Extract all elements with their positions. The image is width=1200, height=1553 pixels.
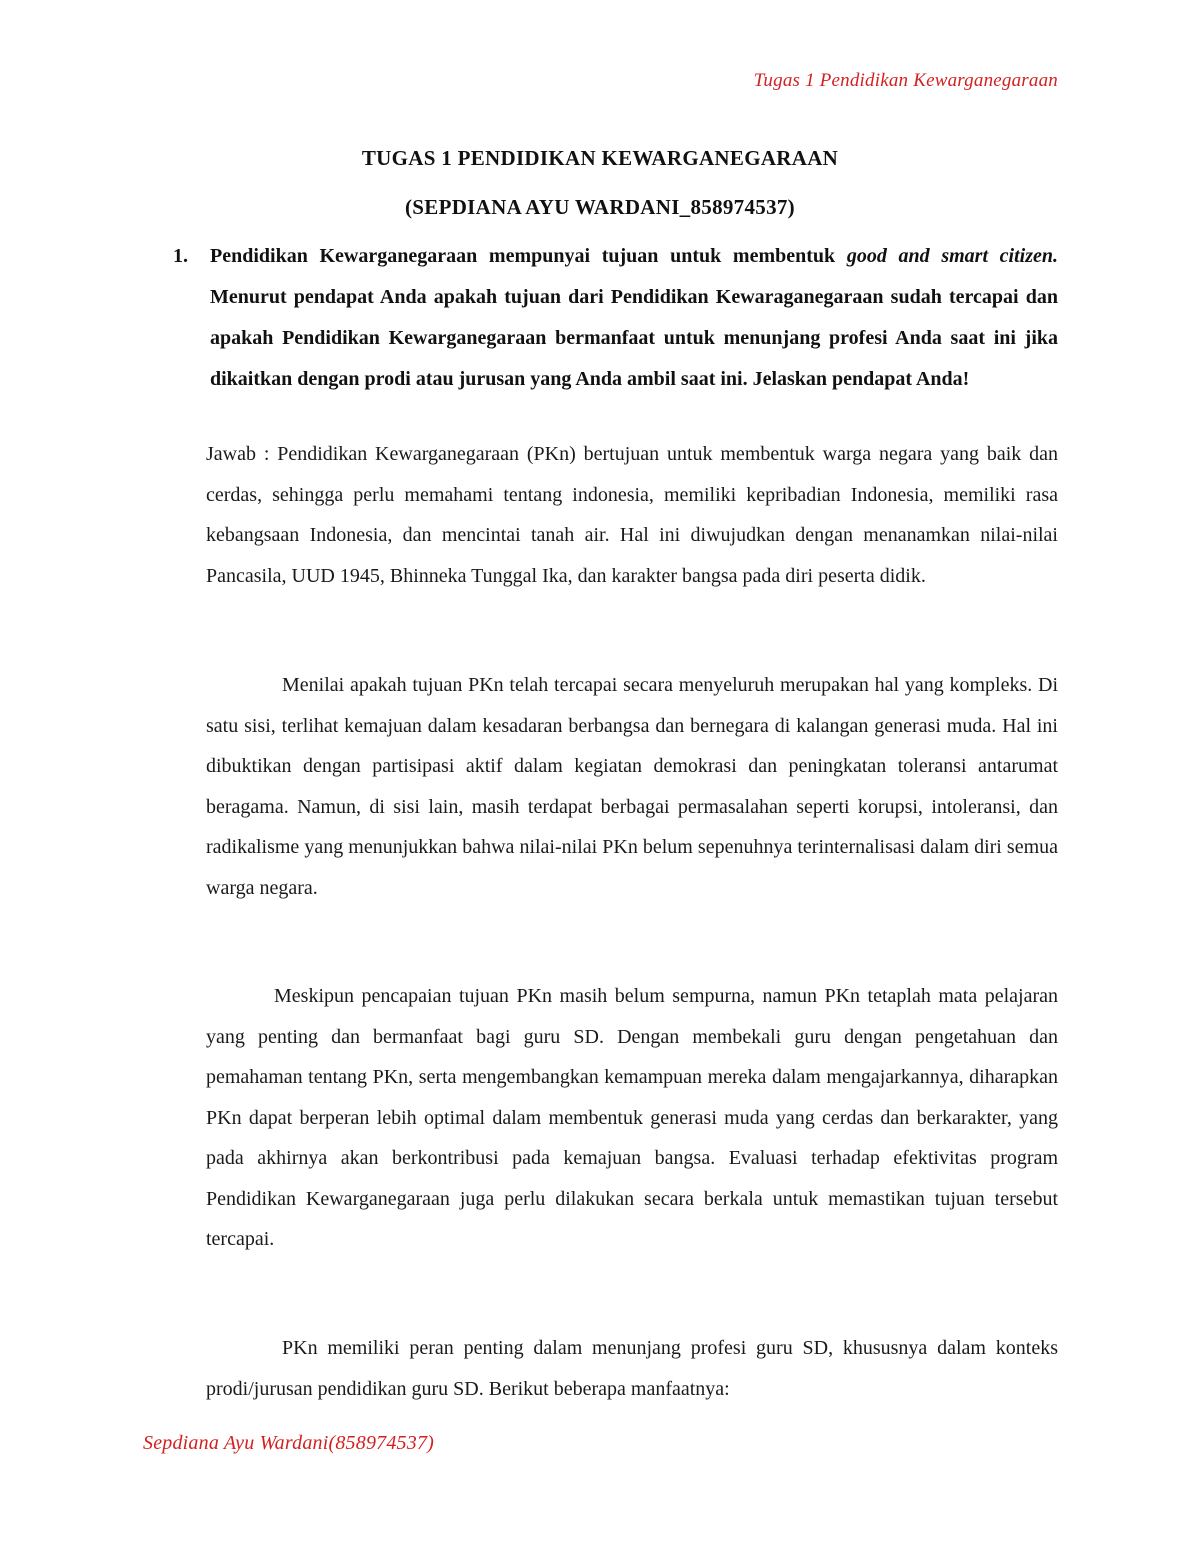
question-italic-phrase: good and smart citizen. bbox=[846, 245, 1059, 267]
question-text-part1: Pendidikan Kewarganegaraan mempunyai tujuan untuk membentuk bbox=[210, 245, 836, 267]
author-line: (SEPDIANA AYU WARDANI_858974537) bbox=[405, 195, 795, 219]
answer-paragraph-2: Menilai apakah tujuan PKn telah tercapai secara menyeluruh merupakan hal yang kompleks. Di satu sisi, terlihat kemajuan dalam kesadaran berbangsa dan bernegara di kalangan generasi muda. Hal ini dibuktikan dengan partisipasi aktif dalam kegiatan demokrasi dan peningkatan toleransi antarumat beragama. Namun, di sisi lain, masih terdapat berbagai permasalahan seperti korupsi, intoleransi, dan radikalisme yang menunjukkan bahwa nilai-nilai PKn belum sepenuhnya terinternalisasi dalam diri semua warga negara. bbox=[206, 674, 1058, 899]
footer-author-signature: Sepdiana Ayu Wardani(858974537) bbox=[143, 1432, 435, 1454]
running-header-title: Tugas 1 Pendidikan Kewarganegaraan bbox=[753, 70, 1058, 91]
question-number: 1. bbox=[173, 245, 188, 267]
answer-paragraph-4: PKn memiliki peran penting dalam menunjang profesi guru SD, khususnya dalam konteks prodi/jurusan pendidikan guru SD. Berikut beberapa manfaatnya: bbox=[206, 1337, 1058, 1400]
question-1 bbox=[173, 236, 1059, 400]
question-text-part2: Menurut pendapat Anda apakah tujuan dari Pendidikan Kewaraganegaraan sudah tercapai dan apakah Pendidikan Kewarganegaraan bermanfaat untuk menunjang profesi Anda saat ini jika dikaitkan dengan prodi atau jurusan yang Anda ambil saat ini. Jelaskan pendapat Anda! bbox=[210, 286, 1058, 390]
answer-paragraph-3: Meskipun pencapaian tujuan PKn masih belum sempurna, namun PKn tetaplah mata pelajaran yang penting dan bermanfaat bagi guru SD. Dengan membekali guru dengan pengetahuan dan pemahaman tentang PKn, serta mengembangkan kemampuan mereka dalam mengajarkannya, diharapkan PKn dapat berperan lebih optimal dalam membentuk generasi muda yang cerdas dan berkarakter, yang pada akhirnya akan berkontribusi pada kemajuan bangsa. Evaluasi terhadap efektivitas program Pendidikan Kewarganegaraan juga perlu dilakukan secara berkala untuk memastikan tujuan tersebut tercapai. bbox=[206, 985, 1058, 1250]
document-title: TUGAS 1 PENDIDIKAN KEWARGANEGARAAN bbox=[361, 146, 839, 170]
answer-paragraph-1: Jawab : Pendidikan Kewarganegaraan (PKn) bertujuan untuk membentuk warga negara yang baik dan cerdas, sehingga perlu memahami tentang indonesia, memiliki kepribadian Indonesia, memiliki rasa kebangsaan Indonesia, dan mencintai tanah air. Hal ini diwujudkan dengan menanamkan nilai-nilai Pancasila, UUD 1945, Bhinneka Tunggal Ika, dan karakter bangsa pada diri peserta didik. bbox=[206, 443, 1058, 587]
